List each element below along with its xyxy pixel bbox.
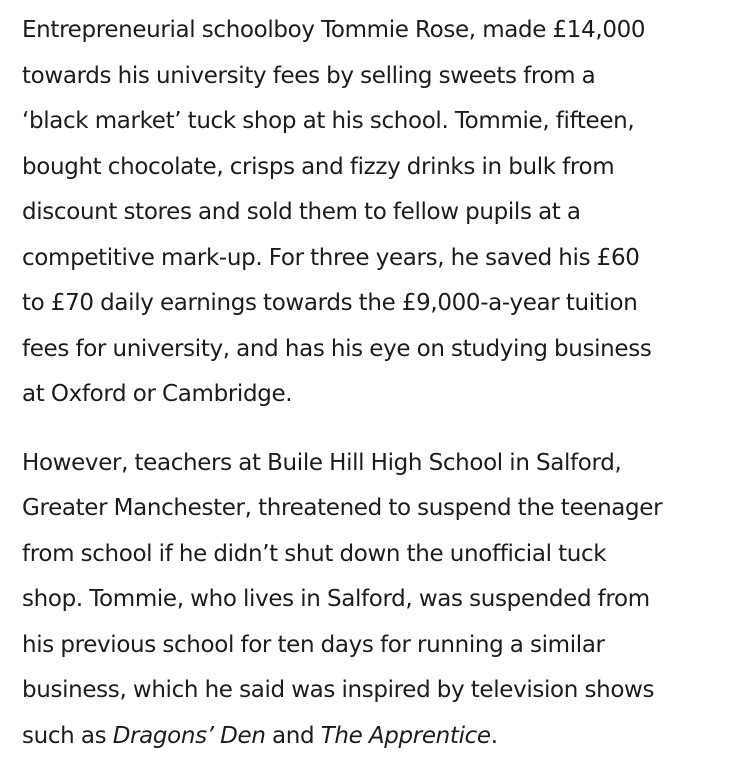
text-segment: such as — [22, 722, 113, 749]
text-line: to £70 daily earnings towards the £9,000-a-year tuition — [22, 290, 638, 316]
text-line: towards his university fees by selling sweets from a — [22, 62, 596, 89]
text-line: ‘black market’ tuck shop at his school. Tommie, fifteen, — [22, 108, 635, 134]
paragraph-1 — [22, 8, 722, 418]
text-line: discount stores and sold them to fellow pupils at a — [22, 199, 581, 225]
text-line: competitive mark-up. For three years, he saved his £60 — [22, 244, 640, 271]
paragraph-2 — [22, 441, 722, 760]
text-line: his previous school for ten days for running a similar — [22, 631, 605, 658]
show-title-dragons-den: Dragons’ Den — [112, 722, 266, 749]
text-line-final — [22, 714, 722, 760]
text-line: Entrepreneurial schoolboy Tommie Rose, made £14,000 — [22, 17, 646, 43]
article-body — [22, 8, 722, 759]
text-line: at Oxford or Cambridge. — [22, 381, 293, 407]
text-segment: . — [490, 722, 498, 749]
text-line: fees for university, and has his eye on studying business — [22, 335, 652, 362]
show-title-the-apprentice: The Apprentice — [320, 722, 491, 749]
text-line: business, which he said was inspired by television shows — [22, 677, 655, 703]
text-line: However, teachers at Buile Hill High School in Salford, — [22, 449, 622, 476]
text-line: bought chocolate, crisps and fizzy drinks in bulk from — [22, 153, 615, 180]
text-line: Greater Manchester, threatened to suspend the teenager — [22, 495, 663, 521]
text-line: from school if he didn’t shut down the unofficial tuck — [22, 540, 607, 567]
text-line: shop. Tommie, who lives in Salford, was suspended from — [22, 586, 650, 612]
text-segment: and — [265, 722, 321, 749]
